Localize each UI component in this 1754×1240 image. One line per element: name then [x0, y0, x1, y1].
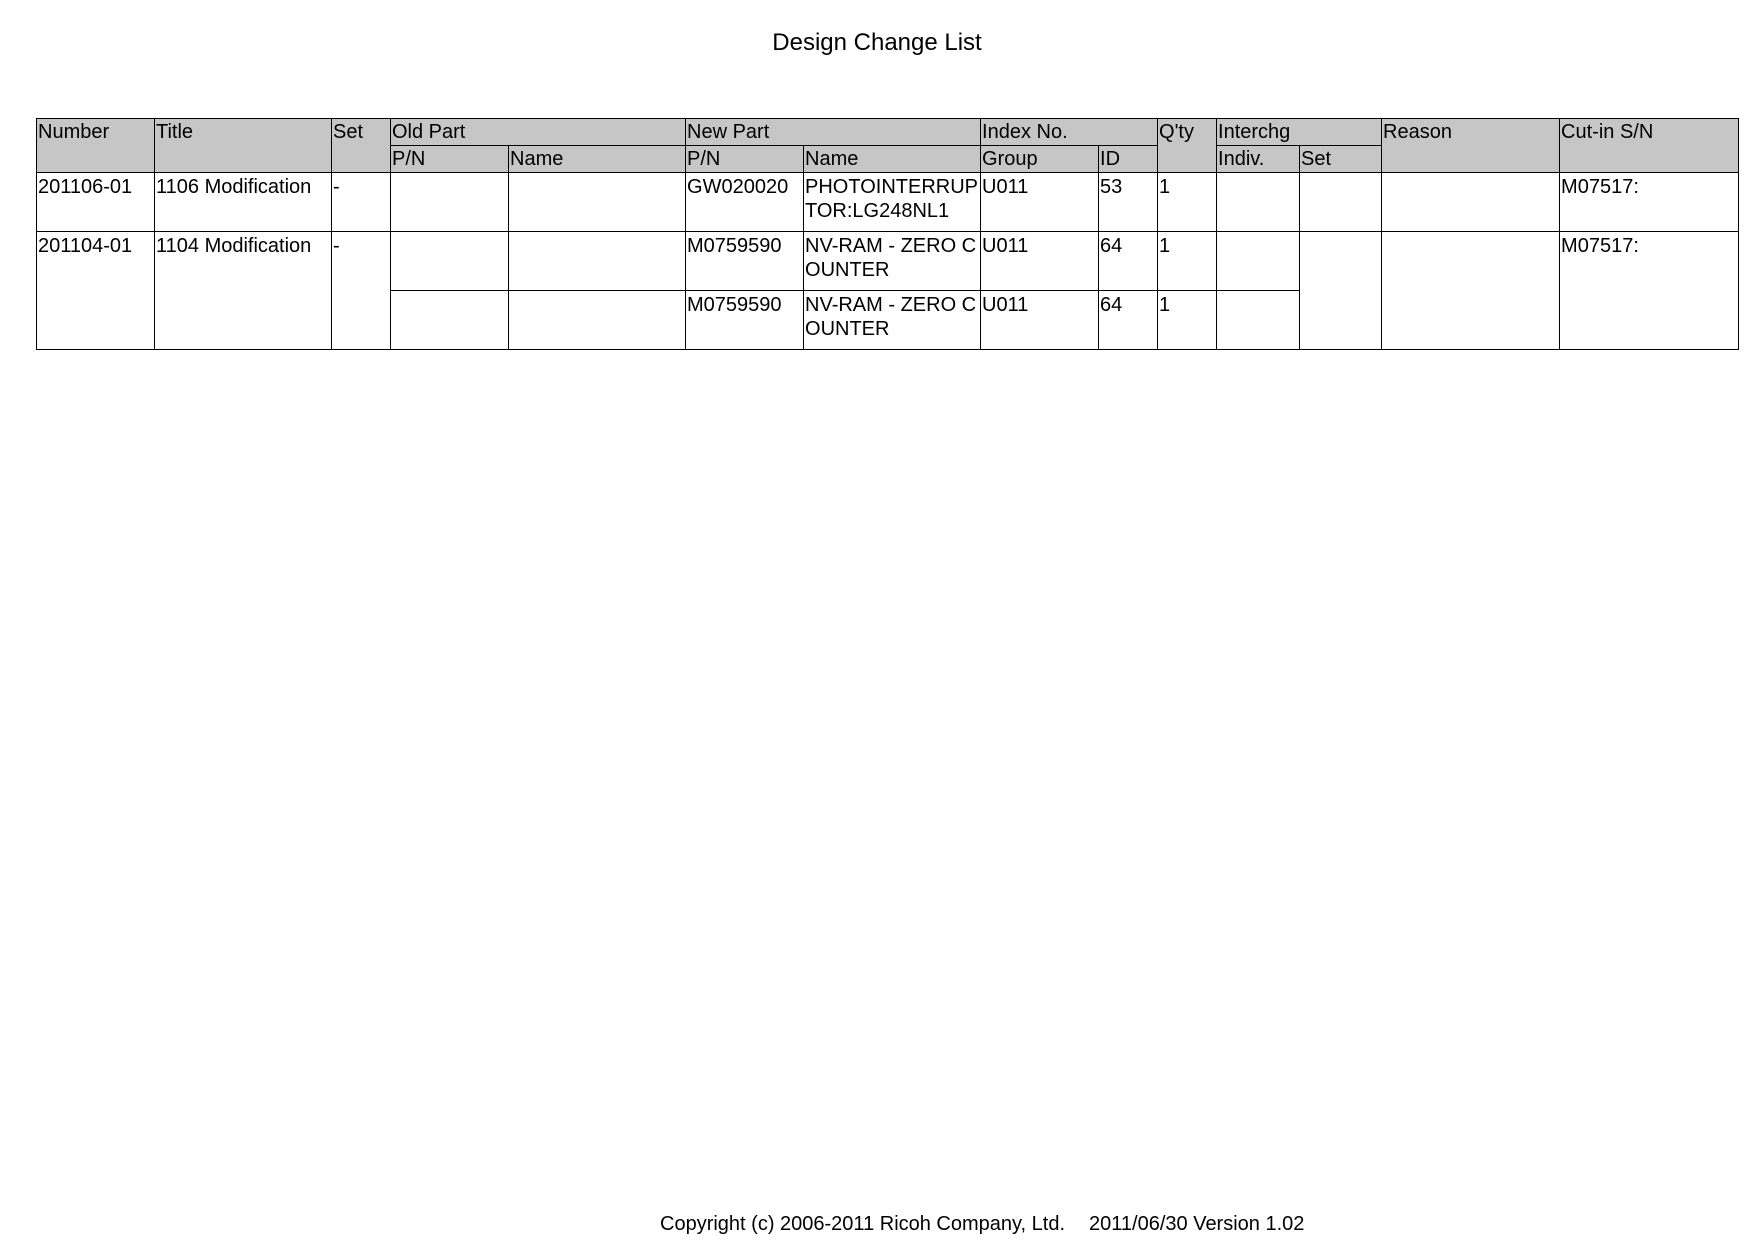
cell-old-pn [391, 232, 509, 291]
design-change-table [36, 118, 1739, 350]
header-interchg-set: Set [1300, 146, 1382, 173]
cell-id: 53 [1099, 173, 1158, 232]
cell-reason [1382, 173, 1560, 232]
header-old-part: Old Part [391, 119, 686, 146]
header-reason: Reason [1382, 119, 1560, 173]
header-row-top [37, 119, 1739, 146]
table-row [37, 232, 1739, 291]
footer [660, 1212, 1304, 1236]
cell-new-pn: M0759590 [686, 291, 804, 350]
cell-number: 201104-01 [37, 232, 155, 350]
header-new-part: New Part [686, 119, 981, 146]
cell-new-pn: M0759590 [686, 232, 804, 291]
header-old-pn: P/N [391, 146, 509, 173]
cell-interchg-set [1300, 232, 1382, 350]
cell-old-pn [391, 173, 509, 232]
header-number: Number [37, 119, 155, 173]
cell-qty: 1 [1158, 232, 1217, 291]
header-id: ID [1099, 146, 1158, 173]
cell-old-name [509, 232, 686, 291]
cell-indiv [1217, 173, 1300, 232]
header-old-name: Name [509, 146, 686, 173]
table-row [37, 173, 1739, 232]
header-indiv: Indiv. [1217, 146, 1300, 173]
page-title: Design Change List [772, 29, 982, 56]
footer-copyright: Copyright (c) 2006-2011 Ricoh Company, Ltd. [660, 1213, 1066, 1235]
cell-new-name: NV-RAM - ZERO COUNTER [804, 232, 981, 291]
header-new-name: Name [804, 146, 981, 173]
cell-new-name: NV-RAM - ZERO COUNTER [804, 291, 981, 350]
cell-old-name [509, 291, 686, 350]
header-qty: Q'ty [1158, 119, 1217, 173]
cell-qty: 1 [1158, 173, 1217, 232]
header-new-pn: P/N [686, 146, 804, 173]
cell-id: 64 [1099, 291, 1158, 350]
cell-id: 64 [1099, 232, 1158, 291]
cell-old-name [509, 173, 686, 232]
cell-reason [1382, 232, 1560, 350]
cell-title: 1104 Modification [155, 232, 332, 350]
header-set: Set [332, 119, 391, 173]
cell-set: - [332, 232, 391, 350]
cell-interchg-set [1300, 173, 1382, 232]
cell-title: 1106 Modification [155, 173, 332, 232]
header-index-no: Index No. [981, 119, 1158, 146]
cell-cut-in: M07517: [1560, 232, 1739, 350]
footer-version: 2011/06/30 Version 1.02 [1089, 1213, 1305, 1235]
cell-group: U011 [981, 232, 1099, 291]
cell-set: - [332, 173, 391, 232]
header-cut-in: Cut-in S/N [1560, 119, 1739, 173]
cell-group: U011 [981, 291, 1099, 350]
header-interchg: Interchg [1217, 119, 1382, 146]
cell-old-pn [391, 291, 509, 350]
cell-new-pn: GW020020 [686, 173, 804, 232]
cell-cut-in: M07517: [1560, 173, 1739, 232]
cell-qty: 1 [1158, 291, 1217, 350]
cell-indiv [1217, 232, 1300, 291]
header-title: Title [155, 119, 332, 173]
header-group: Group [981, 146, 1099, 173]
cell-number: 201106-01 [37, 173, 155, 232]
cell-group: U011 [981, 173, 1099, 232]
cell-indiv [1217, 291, 1300, 350]
cell-new-name: PHOTOINTERRUPTOR:LG248NL1 [804, 173, 981, 232]
